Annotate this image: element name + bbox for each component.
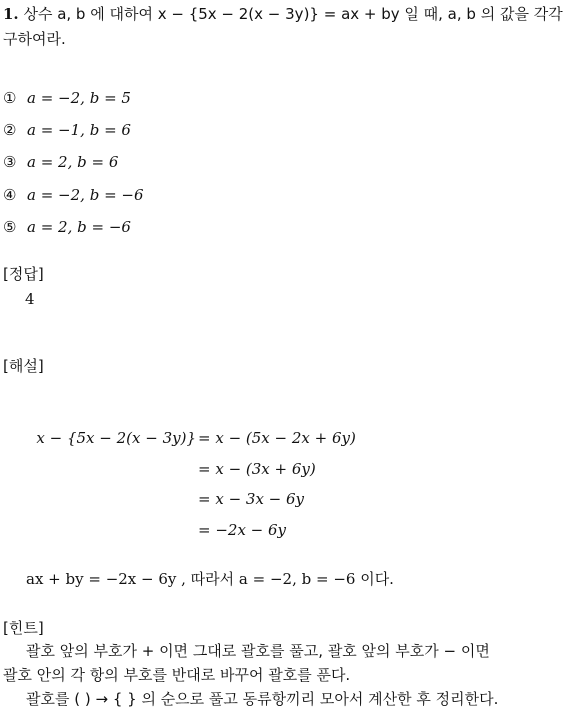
solution-conclusion: ax + by = −2x − 6y , 따라서 a = −2, b = −6 이다. <box>26 570 394 588</box>
choice-mark: ⑤ <box>3 218 17 236</box>
choice-text: a = 2, b = −6 <box>27 218 131 236</box>
choice-mark: ① <box>3 89 17 107</box>
choice-1 <box>3 89 131 107</box>
choice-text: a = −2, b = 5 <box>27 89 131 107</box>
choice-text: a = −2, b = −6 <box>27 186 144 204</box>
problem-statement <box>3 3 563 24</box>
solution-step-4: = −2x − 6y <box>198 521 287 539</box>
hint-line-3: 괄호를 ( ) → { } 의 순으로 풀고 동류항끼리 모아서 계산한 후 정리한다. <box>26 690 499 708</box>
choice-mark: ④ <box>3 186 17 204</box>
hint-line-1: 괄호 앞의 부호가 + 이면 그대로 괄호를 풀고, 괄호 앞의 부호가 − 이면 <box>26 642 490 660</box>
solution-step-1: = x − (5x − 2x + 6y) <box>198 429 356 447</box>
hint-line-2: 괄호 안의 각 항의 부호를 반대로 바꾸어 괄호를 푼다. <box>3 666 351 684</box>
choice-mark: ② <box>3 121 17 139</box>
solution-lhs: x − {5x − 2(x − 3y)} <box>36 429 196 447</box>
problem-line-1: 상수 a, b 에 대하여 x − {5x − 2(x − 3y)} = ax + by 일 때, a, b 의 값을 각각 <box>23 5 563 23</box>
choice-5 <box>3 218 131 236</box>
problem-number: 1. <box>3 5 19 23</box>
solution-step-3: = x − 3x − 6y <box>198 490 305 508</box>
answer-label: [정답] <box>3 265 44 283</box>
problem-line-2: 구하여라. <box>3 30 66 48</box>
choice-2 <box>3 121 131 139</box>
answer-value: 4 <box>25 290 35 308</box>
hint-label: [힌트] <box>3 619 44 637</box>
solution-label: [해설] <box>3 357 44 375</box>
choice-text: a = 2, b = 6 <box>27 153 119 171</box>
solution-step-2: = x − (3x + 6y) <box>198 460 316 478</box>
choice-text: a = −1, b = 6 <box>27 121 131 139</box>
choice-mark: ③ <box>3 153 17 171</box>
choice-4 <box>3 186 144 204</box>
choice-3 <box>3 153 118 171</box>
